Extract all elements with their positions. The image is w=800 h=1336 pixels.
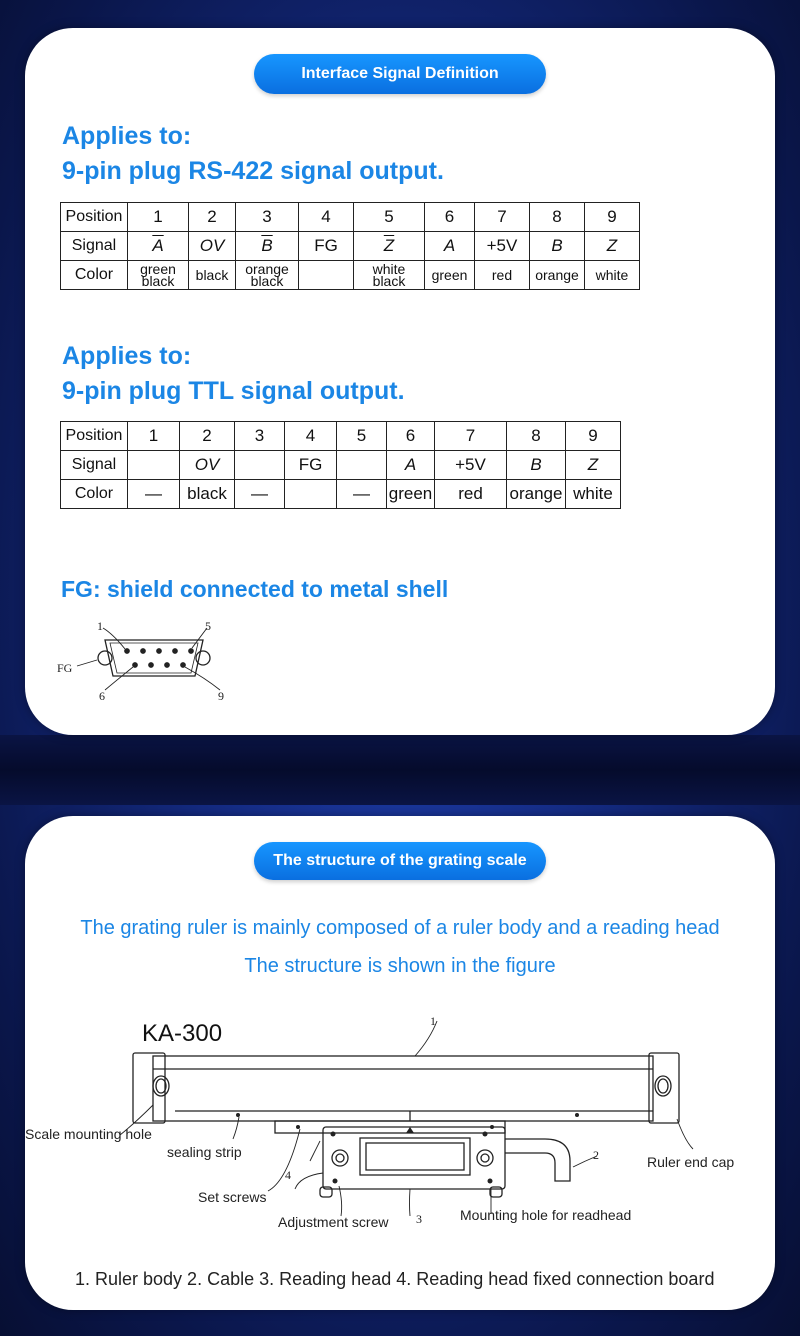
color-cell: orange [530, 261, 585, 290]
signal-cell [128, 451, 180, 480]
position-cell: 3 [236, 203, 299, 232]
readhead-right-hole [477, 1150, 493, 1166]
color-cell: orange [507, 480, 566, 509]
color-cell: — [235, 480, 285, 509]
structure-badge: The structure of the grating scale [254, 842, 546, 880]
signal-cell [235, 451, 285, 480]
label-scale-mounting-hole: Scale mounting hole [25, 1126, 152, 1142]
row-label-signal: Signal [61, 232, 128, 261]
fg-screw-left [98, 651, 112, 665]
color-cell: — [337, 480, 387, 509]
row-label-color: Color [61, 480, 128, 509]
color-cell: black [180, 480, 235, 509]
screw-right [196, 651, 210, 665]
row-label-position: Position [61, 422, 128, 451]
rs422-pin-table [60, 202, 640, 290]
signal-cell: Z [606, 236, 618, 255]
section-divider [0, 735, 800, 805]
color-cell: white [585, 261, 640, 290]
label-mounting-hole-readhead: Mounting hole for readhead [460, 1207, 632, 1223]
signal-cell [337, 451, 387, 480]
interface-signal-badge: Interface Signal Definition [254, 54, 546, 94]
label-adjustment-screw: Adjustment screw [278, 1214, 389, 1230]
position-cell: 1 [128, 203, 189, 232]
callout-number-1: 1 [430, 1014, 436, 1028]
color-cell: white [566, 480, 621, 509]
position-cell: 8 [530, 203, 585, 232]
callout-number-2: 2 [593, 1148, 599, 1162]
color-cell [299, 261, 354, 290]
table-row [61, 232, 640, 261]
grating-scale-diagram [25, 1011, 775, 1251]
signal-cell: OV [194, 455, 220, 474]
table-row [61, 261, 640, 290]
cable [505, 1139, 570, 1181]
row-label-position: Position [61, 203, 128, 232]
position-cell: 7 [435, 422, 507, 451]
callout-number-4: 4 [285, 1168, 291, 1182]
position-cell: 9 [566, 422, 621, 451]
signal-cell: B [530, 455, 542, 474]
signal-cell: Z [587, 455, 599, 474]
signal-cell: A [443, 236, 456, 255]
color-cell [285, 480, 337, 509]
connector-shell [105, 640, 203, 676]
ttl-heading-line2: 9-pin plug TTL signal output. [62, 377, 405, 405]
pin-label-9: 9 [218, 689, 224, 703]
fg-note: FG: shield connected to metal shell [61, 576, 449, 602]
color-cell: green [425, 261, 475, 290]
signal-cell: $\overline{Z}$ [383, 236, 395, 255]
readhead-left-hole [332, 1150, 348, 1166]
color-cell: white black [354, 261, 425, 290]
row-label-color: Color [61, 261, 128, 290]
row-label-signal: Signal [61, 451, 128, 480]
signal-cell: FG [285, 451, 337, 480]
position-cell: 4 [285, 422, 337, 451]
position-cell: 7 [475, 203, 530, 232]
pin-label-5: 5 [205, 619, 211, 633]
position-cell: 9 [585, 203, 640, 232]
signal-cell: A [404, 455, 417, 474]
ttl-pin-table [60, 421, 621, 509]
signal-cell: +5V [435, 451, 507, 480]
table-row [61, 203, 640, 232]
structure-description-line1: The grating ruler is mainly composed of a ruler body and a reading head [80, 917, 720, 939]
signal-cell: +5V [475, 232, 530, 261]
signal-cell: FG [299, 232, 354, 261]
db9-connector-diagram [55, 618, 225, 703]
interface-signal-card [25, 28, 775, 735]
reading-head [323, 1127, 505, 1189]
position-cell: 5 [337, 422, 387, 451]
parts-legend: 1. Ruler body 2. Cable 3. Reading head 4. Reading head fixed connection board [75, 1269, 715, 1289]
table-row [61, 422, 621, 451]
grating-structure-card [25, 816, 775, 1310]
position-cell: 4 [299, 203, 354, 232]
position-cell: 1 [128, 422, 180, 451]
color-cell: — [128, 480, 180, 509]
signal-cell: $\overline{B}$ [261, 236, 273, 255]
label-set-screws: Set screws [198, 1189, 267, 1205]
rs422-heading-line1: Applies to: [62, 122, 192, 150]
position-cell: 3 [235, 422, 285, 451]
ttl-heading-line1: Applies to: [62, 342, 192, 370]
position-cell: 2 [189, 203, 236, 232]
color-cell: green black [128, 261, 189, 290]
position-cell: 2 [180, 422, 235, 451]
signal-cell: B [551, 236, 563, 255]
fg-label: FG [57, 661, 73, 675]
color-cell: black [189, 261, 236, 290]
position-cell: 8 [507, 422, 566, 451]
label-sealing-strip: sealing strip [167, 1144, 242, 1160]
pin-label-1: 1 [97, 619, 103, 633]
table-row [61, 480, 621, 509]
rs422-heading-line2: 9-pin plug RS-422 signal output. [62, 157, 444, 185]
left-end-cap [133, 1053, 165, 1123]
color-cell: red [475, 261, 530, 290]
table-row [61, 451, 621, 480]
position-cell: 5 [354, 203, 425, 232]
signal-cell: OV [199, 236, 225, 255]
position-cell: 6 [425, 203, 475, 232]
signal-cell: $\overline{A}$ [152, 236, 164, 255]
color-cell: red [435, 480, 507, 509]
pin-label-6: 6 [99, 689, 105, 703]
structure-description-line2: The structure is shown in the figure [244, 955, 556, 977]
color-cell: green [387, 480, 435, 509]
position-cell: 6 [387, 422, 435, 451]
model-label: KA-300 [142, 1020, 223, 1047]
label-ruler-end-cap: Ruler end cap [647, 1154, 735, 1170]
color-cell: orange black [236, 261, 299, 290]
callout-number-3: 3 [416, 1212, 422, 1226]
